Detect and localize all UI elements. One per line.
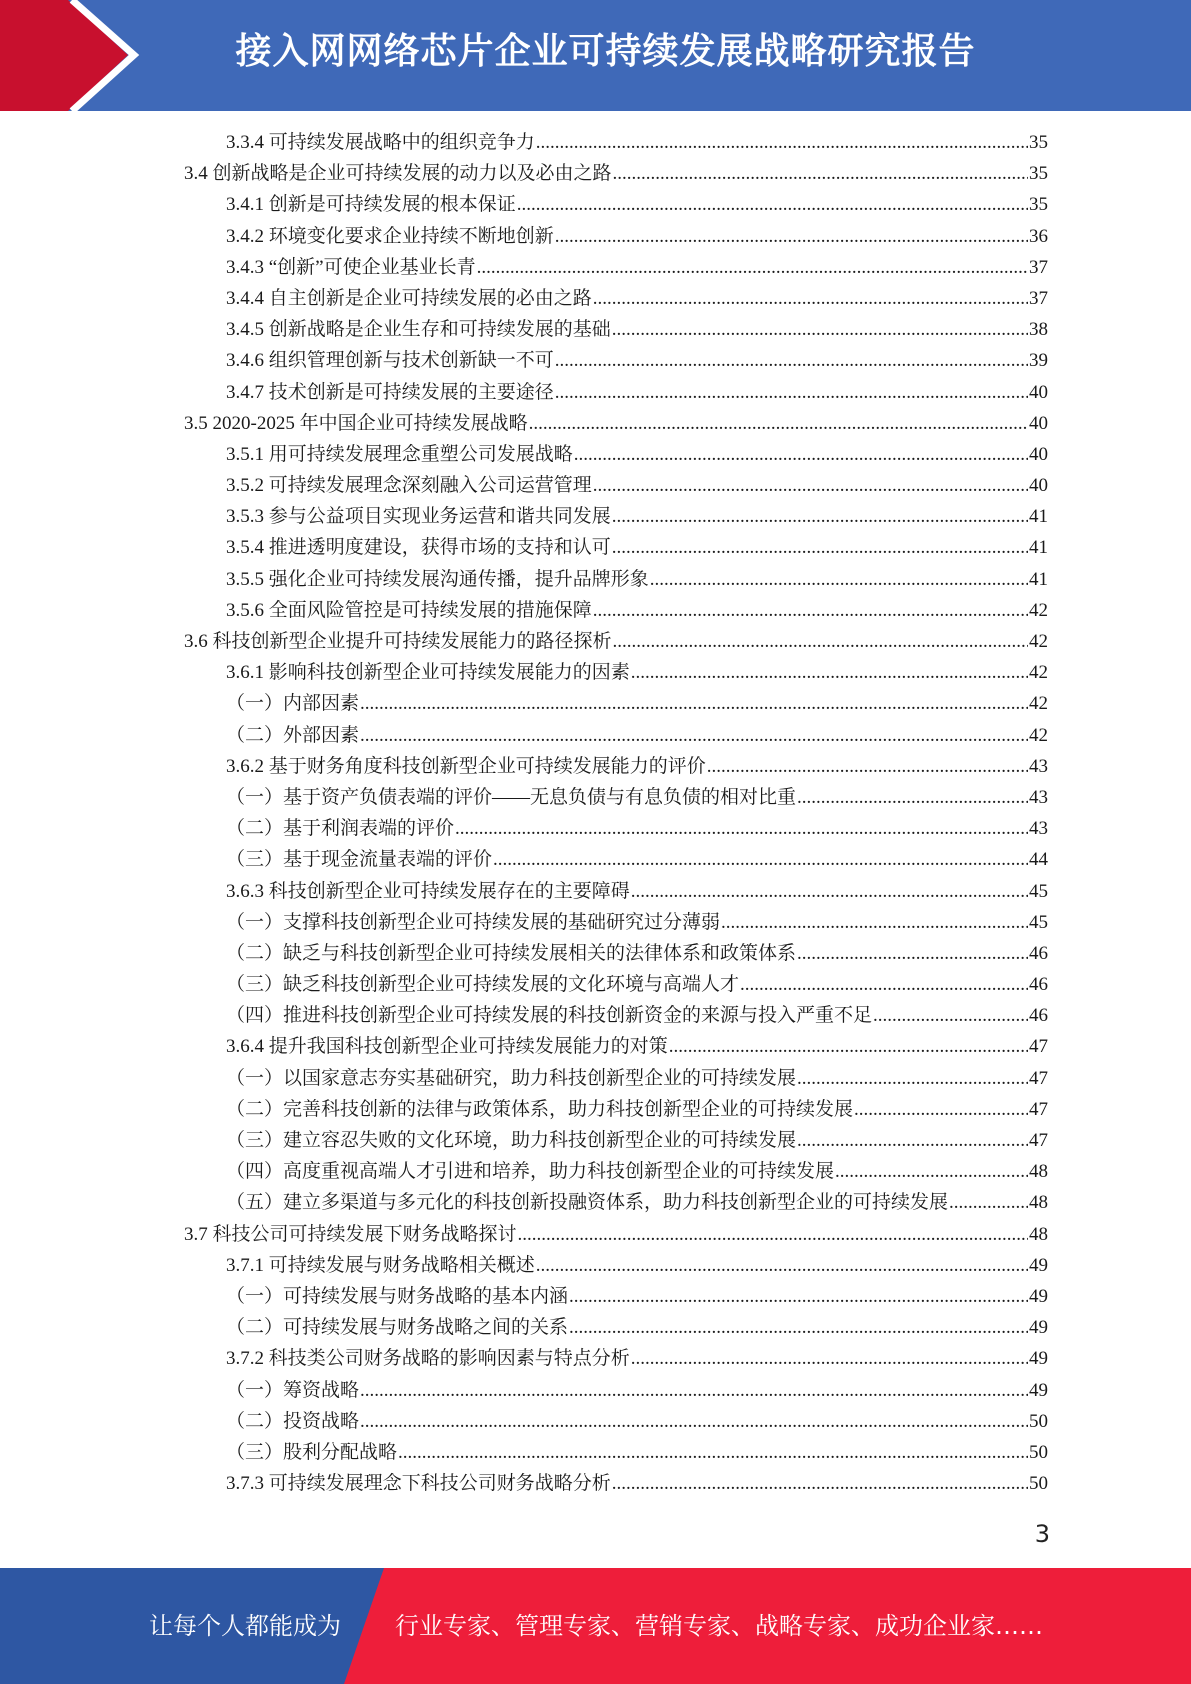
toc-leader-dots (517, 189, 1028, 220)
toc-entry[interactable] (226, 345, 1048, 376)
toc-entry-title: （二）投资战略 (226, 1410, 360, 1432)
toc-entry-page: 35 (1029, 163, 1048, 185)
toc-leader-dots (455, 813, 1028, 844)
toc-entry[interactable] (226, 1437, 1048, 1468)
toc-leader-dots (536, 127, 1028, 158)
toc-entry[interactable] (226, 189, 1048, 220)
toc-leader-dots (360, 1406, 1028, 1437)
toc-entry-title: （一）支撑科技创新型企业可持续发展的基础研究过分薄弱 (226, 911, 721, 933)
toc-leader-dots (797, 938, 1028, 969)
toc-leader-dots (518, 1219, 1028, 1250)
toc-entry-page: 46 (1029, 942, 1048, 964)
toc-entry-title: 3.6 科技创新型企业提升可持续发展能力的路径探析 (184, 631, 612, 652)
toc-entry-page: 35 (1029, 132, 1048, 153)
toc-leader-dots (797, 1125, 1028, 1156)
toc-entry-title: 3.4.1 创新是可持续发展的根本保证 (226, 194, 516, 216)
toc-leader-dots (555, 221, 1028, 252)
toc-entry[interactable] (226, 1406, 1048, 1437)
toc-leader-dots (613, 626, 1028, 657)
toc-entry-title: 3.4.6 组织管理创新与技术创新缺一不可 (226, 350, 554, 372)
toc-leader-dots (631, 1343, 1028, 1374)
toc-entry-title: （四）推进科技创新型企业可持续发展的科技创新资金的来源与投入严重不足 (226, 1005, 873, 1027)
toc-entry-title: 3.4.4 自主创新是企业可持续发展的必由之路 (226, 287, 592, 309)
toc-entry-page: 41 (1029, 537, 1048, 559)
toc-entry-title: （一）可持续发展与财务战略的基本内涵 (226, 1285, 569, 1307)
toc-leader-dots (873, 1000, 1028, 1031)
toc-entry-page: 48 (1029, 1161, 1048, 1183)
toc-entry-title: （一）内部因素 (226, 693, 360, 715)
toc-leader-dots (593, 283, 1028, 314)
toc-entry-title: 3.5.1 用可持续发展理念重塑公司发展战略 (226, 443, 573, 465)
toc-entry-title: 3.4.7 技术创新是可持续发展的主要途径 (226, 381, 554, 403)
toc-entry[interactable] (226, 252, 1048, 283)
toc-entry-page: 41 (1029, 568, 1048, 590)
toc-entry-title: （二）完善科技创新的法律与政策体系，助力科技创新型企业的可持续发展 (226, 1098, 854, 1120)
toc-leader-dots (612, 501, 1028, 532)
toc-entry[interactable] (226, 1312, 1048, 1343)
toc-entry-title: 3.6.3 科技创新型企业可持续发展存在的主要障碍 (226, 880, 630, 902)
toc-leader-dots (631, 876, 1028, 907)
toc-entry-page: 48 (1029, 1192, 1048, 1214)
toc-entry-page: 49 (1029, 1285, 1048, 1307)
toc-leader-dots (477, 252, 1028, 283)
toc-entry-page: 43 (1029, 786, 1048, 808)
toc-entry-title: 3.4 创新战略是企业可持续发展的动力以及必由之路 (184, 163, 612, 185)
toc-entry-page: 36 (1029, 225, 1048, 247)
toc-entry[interactable] (226, 782, 1048, 813)
toc-entry-page: 42 (1029, 724, 1048, 746)
toc-entry[interactable] (226, 938, 1048, 969)
toc-leader-dots (612, 314, 1028, 345)
toc-leader-dots (555, 377, 1028, 408)
toc-leader-dots (613, 158, 1028, 189)
toc-entry-page: 42 (1029, 599, 1048, 621)
toc-leader-dots (707, 751, 1028, 782)
toc-entry-title: （三）缺乏科技创新型企业可持续发展的文化环境与高端人才 (226, 974, 740, 996)
toc-entry[interactable] (226, 470, 1048, 501)
toc-entry[interactable] (226, 657, 1048, 688)
toc-leader-dots (669, 1031, 1028, 1062)
footer-slogan-right: 行业专家、管理专家、营销专家、战略专家、成功企业家…… (395, 1612, 1043, 1640)
toc-entry-title: 3.6.1 影响科技创新型企业可持续发展能力的因素 (226, 662, 630, 684)
toc-entry-title: 3.5.2 可持续发展理念深刻融入公司运营管理 (226, 475, 592, 497)
toc-entry-title: 3.5.3 参与公益项目实现业务运营和谐共同发展 (226, 506, 611, 528)
toc-entry[interactable] (226, 751, 1048, 782)
toc-entry-title: （三）股利分配战略 (226, 1441, 398, 1463)
toc-entry-page: 41 (1029, 506, 1048, 528)
toc-entry-page: 49 (1029, 1317, 1048, 1339)
toc-entry[interactable] (226, 813, 1048, 844)
toc-entry[interactable] (226, 283, 1048, 314)
toc-leader-dots (360, 688, 1028, 719)
report-title: 接入网网络芯片企业可持续发展战略研究报告 (235, 31, 976, 72)
toc-entry[interactable] (226, 1000, 1048, 1031)
toc-entry[interactable] (226, 1125, 1048, 1156)
toc-entry-page: 49 (1029, 1348, 1048, 1370)
toc-leader-dots (740, 969, 1028, 1000)
toc-leader-dots (797, 1063, 1028, 1094)
toc-leader-dots (536, 1250, 1028, 1281)
toc-leader-dots (612, 1468, 1028, 1499)
toc-entry-title: （一）筹资战略 (226, 1379, 360, 1401)
toc-entry-page: 45 (1029, 911, 1048, 933)
toc-leader-dots (569, 1281, 1028, 1312)
toc-entry-page: 38 (1029, 319, 1048, 341)
toc-leader-dots (593, 595, 1028, 626)
toc-entry-title: （五）建立多渠道与多元化的科技创新投融资体系，助力科技创新型企业的可持续发展 (226, 1192, 949, 1214)
toc-entry-page: 40 (1029, 381, 1048, 403)
toc-entry-title: 3.5 2020-2025 年中国企业可持续发展战略 (184, 412, 528, 434)
toc-entry-title: 3.5.5 强化企业可持续发展沟通传播，提升品牌形象 (226, 568, 649, 590)
toc-entry[interactable] (226, 1156, 1048, 1187)
toc-leader-dots (593, 470, 1028, 501)
toc-entry[interactable] (226, 595, 1048, 626)
toc-entry[interactable] (226, 501, 1048, 532)
toc-entry-title: 3.7 科技公司可持续发展下财务战略探讨 (184, 1223, 517, 1245)
toc-entry[interactable] (184, 1219, 1048, 1250)
footer-bar (0, 1568, 1191, 1684)
toc-leader-dots (360, 1375, 1028, 1406)
toc-entry-title: 3.4.3 “创新”可使企业基业长青 (226, 256, 476, 278)
toc-entry-page: 43 (1029, 755, 1048, 777)
toc-entry-page: 45 (1029, 880, 1048, 902)
toc-entry[interactable] (226, 439, 1048, 470)
toc-entry-page: 49 (1029, 1379, 1048, 1401)
toc-entry[interactable] (184, 626, 1048, 657)
header-bar (0, 0, 1191, 111)
toc-entry[interactable] (226, 1250, 1048, 1281)
toc-entry-page: 48 (1029, 1223, 1048, 1245)
toc-entry-page: 50 (1029, 1441, 1048, 1463)
toc-entry-title: 3.3.4 可持续发展战略中的组织竞争力 (226, 132, 535, 153)
toc-entry-title: （一）以国家意志夯实基础研究，助力科技创新型企业的可持续发展 (226, 1067, 797, 1089)
footer-slogan-left: 让每个人都能成为 (149, 1612, 341, 1640)
toc-entry-page: 50 (1029, 1473, 1048, 1495)
toc-entry-title: 3.4.5 创新战略是企业生存和可持续发展的基础 (226, 319, 611, 341)
toc-entry-page: 49 (1029, 1254, 1048, 1276)
toc-entry-page: 42 (1029, 693, 1048, 715)
page-number: 3 (1034, 1520, 1050, 1548)
toc-entry-title: 3.6.4 提升我国科技创新型企业可持续发展能力的对策 (226, 1036, 668, 1058)
toc-leader-dots (835, 1156, 1028, 1187)
toc-leader-dots (493, 844, 1028, 875)
toc-entry-page: 47 (1029, 1036, 1048, 1058)
toc-entry-page: 37 (1029, 256, 1048, 278)
toc-entry-title: 3.5.4 推进透明度建设，获得市场的支持和认可 (226, 537, 611, 559)
toc-entry[interactable] (226, 314, 1048, 345)
toc-entry-page: 40 (1029, 475, 1048, 497)
toc-leader-dots (721, 907, 1028, 938)
toc-entry[interactable] (226, 1281, 1048, 1312)
toc-entry-page: 47 (1029, 1067, 1048, 1089)
toc-entry-page: 43 (1029, 818, 1048, 840)
toc-entry[interactable] (226, 688, 1048, 719)
toc-entry-title: 3.7.2 科技类公司财务战略的影响因素与特点分析 (226, 1348, 630, 1370)
toc-entry-title: （二）基于利润表端的评价 (226, 818, 455, 840)
toc-leader-dots (529, 408, 1028, 439)
toc-leader-dots (555, 345, 1028, 376)
toc-entry[interactable] (226, 564, 1048, 595)
toc-entry-page: 35 (1029, 194, 1048, 216)
toc-entry[interactable] (226, 127, 1048, 158)
toc-entry-page: 47 (1029, 1130, 1048, 1151)
toc-entry[interactable] (226, 221, 1048, 252)
toc-entry[interactable] (226, 1094, 1048, 1125)
toc-entry-title: （二）缺乏与科技创新型企业可持续发展相关的法律体系和政策体系 (226, 942, 797, 964)
toc-entry-page: 44 (1029, 849, 1048, 871)
toc-entry-title: （三）基于现金流量表端的评价 (226, 849, 493, 871)
toc-entry[interactable] (226, 377, 1048, 408)
toc-entry[interactable] (226, 844, 1048, 875)
toc-entry[interactable] (226, 969, 1048, 1000)
toc-entry-page: 46 (1029, 1005, 1048, 1027)
toc-entry-page: 46 (1029, 974, 1048, 996)
toc-entry-title: （二）可持续发展与财务战略之间的关系 (226, 1317, 569, 1339)
toc-entry[interactable] (226, 532, 1048, 563)
toc-entry[interactable] (226, 720, 1048, 751)
toc-entry-title: 3.5.6 全面风险管控是可持续发展的措施保障 (226, 599, 592, 621)
toc-entry[interactable] (226, 1063, 1048, 1094)
toc-entry-title: 3.7.3 可持续发展理念下科技公司财务战略分析 (226, 1473, 611, 1495)
toc-entry-page: 40 (1029, 443, 1048, 465)
toc-entry-title: （一）基于资产负债表端的评价——无息负债与有息负债的相对比重 (226, 786, 797, 808)
toc-leader-dots (569, 1312, 1028, 1343)
toc-entry[interactable] (226, 1375, 1048, 1406)
toc-leader-dots (612, 532, 1028, 563)
toc-entry-page: 40 (1029, 412, 1048, 434)
toc-leader-dots (398, 1437, 1028, 1468)
toc-entry-page: 39 (1029, 350, 1048, 372)
toc-entry-title: （三）建立容忍失败的文化环境，助力科技创新型企业的可持续发展 (226, 1130, 797, 1151)
toc-entry-title: 3.4.2 环境变化要求企业持续不断地创新 (226, 225, 554, 247)
toc-entry[interactable] (226, 1187, 1048, 1218)
toc-entry-page: 42 (1029, 631, 1048, 652)
toc-entry[interactable] (226, 1031, 1048, 1062)
toc-entry-page: 37 (1029, 287, 1048, 309)
toc-leader-dots (797, 782, 1028, 813)
table-of-contents (0, 127, 1191, 1499)
toc-leader-dots (854, 1094, 1028, 1125)
toc-entry-page: 47 (1029, 1098, 1048, 1120)
toc-entry[interactable] (226, 1468, 1048, 1499)
toc-entry-title: （四）高度重视高端人才引进和培养，助力科技创新型企业的可持续发展 (226, 1161, 835, 1183)
toc-entry[interactable] (184, 158, 1048, 189)
toc-leader-dots (949, 1187, 1028, 1218)
toc-entry[interactable] (226, 876, 1048, 907)
toc-entry-page: 42 (1029, 662, 1048, 684)
toc-entry[interactable] (226, 907, 1048, 938)
toc-leader-dots (631, 657, 1028, 688)
toc-leader-dots (360, 720, 1028, 751)
toc-leader-dots (574, 439, 1028, 470)
toc-entry-title: （二）外部因素 (226, 724, 360, 746)
toc-entry-title: 3.7.1 可持续发展与财务战略相关概述 (226, 1254, 535, 1276)
toc-entry-page: 50 (1029, 1410, 1048, 1432)
toc-leader-dots (650, 564, 1028, 595)
toc-entry-title: 3.6.2 基于财务角度科技创新型企业可持续发展能力的评价 (226, 755, 706, 777)
toc-entry[interactable] (184, 408, 1048, 439)
toc-entry[interactable] (226, 1343, 1048, 1374)
